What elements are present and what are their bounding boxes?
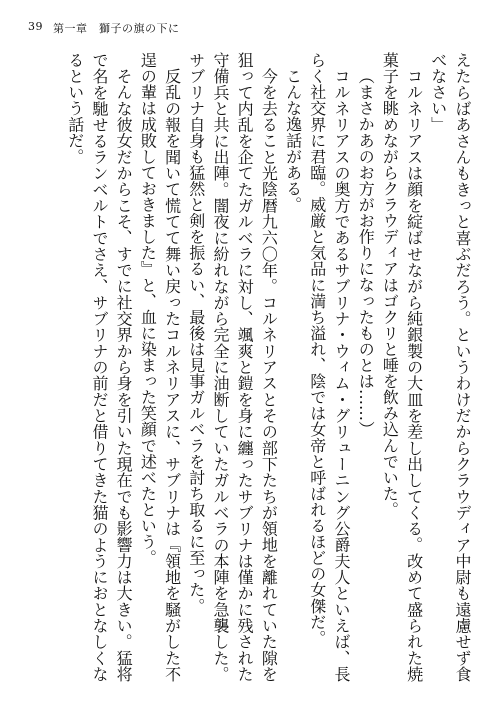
chapter-title: 第一章 獅子の旗の下に bbox=[53, 22, 180, 35]
vertical-body-text bbox=[26, 52, 474, 682]
paragraph: そんな彼女だからこそ、すでに社交界から身を引いた現在でも影響力は大きい。猛将で名を馳せるランベルトでさえ、サブリナの前だと借りてきた猫のようにおとなしくなるという話だ。 bbox=[65, 52, 134, 682]
paragraph: コルネリアスは顔を綻ばせながら純銀製の大皿を差し出してくる。改めて盛られた焼菓子を眺めながらクラウディアはゴクリと唾を飲み込んでいた。 bbox=[380, 52, 424, 682]
paragraph: （まさかあのお方がお作りになったものとは……） bbox=[356, 68, 376, 438]
paragraph: コルネリアスの奥方であるサブリナ・ウィム・グリューニング公爵夫人といえば、長らく社交界に君臨。威厳と気品に満ち溢れ、陰では女帝と呼ばれるほどの女傑だ。 bbox=[307, 52, 351, 682]
paragraph: 今を去ること光陰暦九六〇年。コルネリアスとその部下たちが領地を離れていた隙を狙って内乱を企てたガルベラに対し、颯爽と鎧を身に纏ったサブリナは僅かに残された守備兵と共に出陣。闇夜に紛れながら完全に油断していたガルベラの本陣を急襲した。サブリナ自身も猛然と剣を振るい、最後は見事ガルベラを討ち取るに至った。 bbox=[186, 52, 279, 682]
running-header bbox=[28, 20, 180, 36]
paragraph: こんな逸話がある。 bbox=[283, 68, 303, 213]
page-number: 39 bbox=[28, 20, 43, 33]
paragraph: えたらばあさんもきっと喜ぶだろう。というわけだからクラウディア中尉も遠慮せず食べなさい」 bbox=[428, 52, 472, 682]
paragraph: 反乱の報を聞いて慌てて舞い戻ったコルネリアスに、サブリナは『領地を騒がした不逞の輩は成敗しておきました』と、血に染まった笑顔で述べたという。 bbox=[138, 52, 182, 682]
